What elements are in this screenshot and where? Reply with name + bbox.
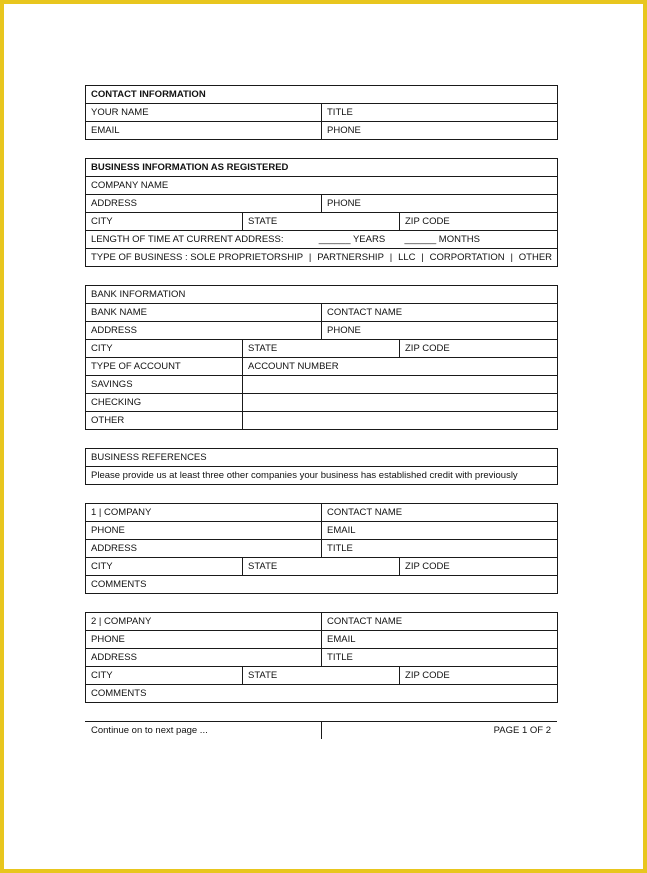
other-account-number-field[interactable] — [243, 412, 558, 430]
ref1-title-field[interactable]: TITLE — [322, 540, 558, 558]
account-number-label: ACCOUNT NUMBER — [243, 358, 558, 376]
type-separator: | — [389, 252, 393, 263]
bank-zip-field[interactable]: ZIP CODE — [400, 340, 558, 358]
reference-1-section — [85, 503, 558, 594]
ref2-state-field[interactable]: STATE — [243, 667, 400, 685]
other-account-label: OTHER — [86, 412, 243, 430]
business-city-field[interactable]: CITY — [86, 213, 243, 231]
years-label: YEARS — [352, 234, 386, 245]
business-state-field[interactable]: STATE — [243, 213, 400, 231]
business-phone-field[interactable]: PHONE — [322, 195, 558, 213]
checking-label: CHECKING — [86, 394, 243, 412]
ref2-phone-field[interactable]: PHONE — [86, 631, 322, 649]
type-option-partnership[interactable]: PARTNERSHIP — [317, 252, 384, 263]
ref2-email-field[interactable]: EMAIL — [322, 631, 558, 649]
bank-city-field[interactable]: CITY — [86, 340, 243, 358]
reference-2-section — [85, 612, 558, 703]
contact-information-section — [85, 85, 558, 140]
ref1-contact-name-field[interactable]: CONTACT NAME — [322, 504, 558, 522]
ref2-comments-field[interactable]: COMMENTS — [86, 685, 558, 703]
bank-state-field[interactable]: STATE — [243, 340, 400, 358]
business-zip-field[interactable]: ZIP CODE — [400, 213, 558, 231]
checking-account-number-field[interactable] — [243, 394, 558, 412]
bank-address-field[interactable]: ADDRESS — [86, 322, 322, 340]
ref1-address-field[interactable]: ADDRESS — [86, 540, 322, 558]
email-field[interactable]: EMAIL — [86, 122, 322, 140]
business-information-section — [85, 158, 558, 267]
type-option-other[interactable]: OTHER — [518, 252, 553, 263]
ref2-address-field[interactable]: ADDRESS — [86, 649, 322, 667]
bank-header: BANK INFORMATION — [86, 286, 558, 304]
continue-note: Continue on to next page ... — [85, 722, 321, 740]
savings-label: SAVINGS — [86, 376, 243, 394]
bank-contact-name-field[interactable]: CONTACT NAME — [322, 304, 558, 322]
ref1-email-field[interactable]: EMAIL — [322, 522, 558, 540]
bank-phone-field[interactable]: PHONE — [322, 322, 558, 340]
ref2-title-field[interactable]: TITLE — [322, 649, 558, 667]
phone-field[interactable]: PHONE — [322, 122, 558, 140]
your-name-field[interactable]: YOUR NAME — [86, 104, 322, 122]
ref1-phone-field[interactable]: PHONE — [86, 522, 322, 540]
bank-information-section — [85, 285, 558, 430]
ref1-company-field[interactable]: 1 | COMPANY — [86, 504, 322, 522]
ref2-company-field[interactable]: 2 | COMPANY — [86, 613, 322, 631]
savings-account-number-field[interactable] — [243, 376, 558, 394]
type-separator: | — [308, 252, 312, 263]
ref1-city-field[interactable]: CITY — [86, 558, 243, 576]
type-separator: | — [510, 252, 513, 263]
type-of-account-label: TYPE OF ACCOUNT — [86, 358, 243, 376]
type-of-business-label: TYPE OF BUSINESS : — [91, 252, 188, 263]
contact-header: CONTACT INFORMATION — [86, 86, 558, 104]
references-note: Please provide us at least three other companies your business has established credit with previously — [86, 467, 558, 485]
credit-application-form — [85, 85, 557, 739]
months-label: MONTHS — [438, 234, 480, 245]
type-option-llc[interactable]: LLC — [398, 252, 416, 263]
business-address-field[interactable]: ADDRESS — [86, 195, 322, 213]
length-of-time-row[interactable] — [86, 231, 558, 249]
years-blank[interactable]: ______ — [318, 234, 351, 245]
ref1-state-field[interactable]: STATE — [243, 558, 400, 576]
business-header: BUSINESS INFORMATION AS REGISTERED — [86, 159, 558, 177]
months-blank[interactable]: ______ — [404, 234, 437, 245]
ref1-comments-field[interactable]: COMMENTS — [86, 576, 558, 594]
type-option-sole-proprietorship[interactable]: SOLE PROPRIETORSHIP — [190, 252, 304, 263]
company-name-field[interactable]: COMPANY NAME — [86, 177, 558, 195]
page-footer — [85, 721, 557, 739]
ref1-zip-field[interactable]: ZIP CODE — [400, 558, 558, 576]
business-references-section — [85, 448, 558, 485]
title-field[interactable]: TITLE — [322, 104, 558, 122]
type-option-corporation[interactable]: CORPORTATION — [429, 252, 505, 263]
ref2-contact-name-field[interactable]: CONTACT NAME — [322, 613, 558, 631]
length-label: LENGTH OF TIME AT CURRENT ADDRESS: — [91, 234, 284, 245]
page-number: PAGE 1 OF 2 — [321, 722, 557, 740]
bank-name-field[interactable]: BANK NAME — [86, 304, 322, 322]
references-header: BUSINESS REFERENCES — [86, 449, 558, 467]
type-of-business-row — [86, 249, 558, 267]
ref2-zip-field[interactable]: ZIP CODE — [400, 667, 558, 685]
type-separator: | — [421, 252, 424, 263]
ref2-city-field[interactable]: CITY — [86, 667, 243, 685]
